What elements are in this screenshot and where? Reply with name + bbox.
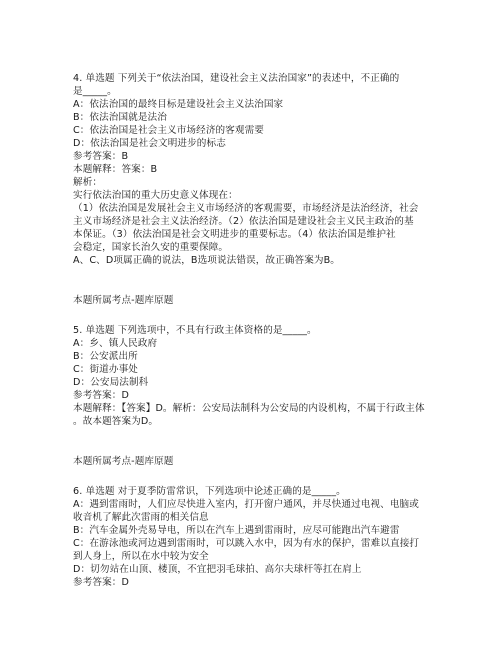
- q5-option-b: B：公安派出所: [73, 351, 138, 362]
- q6-option-c-line-2: 到人身上，所以在水中较为安全: [73, 551, 209, 562]
- q5-explanation-line-1: 本题解释：【答案】D。解析：公安局法制科为公安局的内设机构，不属于行政主体: [73, 403, 425, 414]
- q4-explanation-answer: 本题解释：答案：B: [73, 164, 158, 175]
- q6-option-b: B：汽车金属外壳易导电，所以在汽车上遇到雷雨时，应尽可能跑出汽车避雷: [73, 525, 400, 536]
- q6-stem: 6. 单选题 对于夏季防雷常识，下列选项中论述正确的是_____。: [73, 486, 346, 497]
- q4-analysis-line-2: （1）依法治国是发展社会主义市场经济的客观需要，市场经济是法治经济，社会: [73, 203, 419, 214]
- q6-reference-answer: 参考答案：D: [73, 577, 129, 588]
- q4-analysis-line-1: 实行依法治国的重大历史意义体现在：: [73, 190, 238, 201]
- q5-option-c: C：街道办事处: [73, 364, 138, 375]
- q4-stem-line-1: 4. 单选题 下列关于“依法治国，建设社会主义法治国家”的表述中，不正确的: [73, 73, 400, 84]
- q5-explanation-line-2: 。故本题答案为D。: [73, 416, 159, 427]
- q6-option-a-line-2: 收音机了解此次雷雨的相关信息: [73, 512, 209, 523]
- q6-option-d: D：切勿站在山顶、楼顶，不宜把羽毛球拍、高尔夫球杆等扛在肩上: [73, 564, 362, 575]
- q5-option-a: A：乡、镇人民政府: [73, 338, 158, 349]
- q4-option-a: A：依法治国的最终目标是建设社会主义法治国家: [73, 99, 284, 110]
- q4-option-c: C：依法治国是社会主义市场经济的客观需要: [73, 125, 264, 136]
- q5-option-d: D：公安局法制科: [73, 377, 149, 388]
- q6-option-c-line-1: C：在游泳池或河边遇到雷雨时，可以跳入水中，因为有水的保护，雷难以直接打: [73, 538, 420, 549]
- q4-analysis-line-5: 会稳定，国家长治久安的重要保障。: [73, 242, 229, 253]
- q4-option-d: D：依法治国是社会文明进步的标志: [73, 138, 226, 149]
- q5-source-tag: 本题所属考点-题库原题: [73, 456, 174, 467]
- q4-reference-answer: 参考答案：B: [73, 151, 129, 162]
- q4-analysis-line-4: 本保证。（3）依法治国是社会文明进步的重要标志。（4）依法治国是维护社: [73, 229, 396, 240]
- q4-option-b: B：依法治国就是法治: [73, 112, 167, 123]
- q4-analysis-heading: 解析：: [73, 177, 103, 188]
- q4-source-tag: 本题所属考点-题库原题: [73, 295, 174, 306]
- q5-reference-answer: 参考答案：D: [73, 390, 129, 401]
- q4-analysis-line-3: 主义市场经济是社会主义法治经济。（2）依法治国是建设社会主义民主政治的基: [73, 216, 414, 227]
- q4-stem-line-2: 是_____。: [73, 86, 117, 97]
- q4-analysis-conclusion: A、C、D项属正确的说法，B选项说法错误，故正确答案为B。: [73, 255, 340, 266]
- q6-option-a-line-1: A：遇到雷雨时，人们应尽快进入室内，打开窗户通风，并尽快通过电视、电脑或: [73, 499, 419, 510]
- q5-stem: 5. 单选题 下列选项中，不具有行政主体资格的是_____。: [73, 325, 317, 336]
